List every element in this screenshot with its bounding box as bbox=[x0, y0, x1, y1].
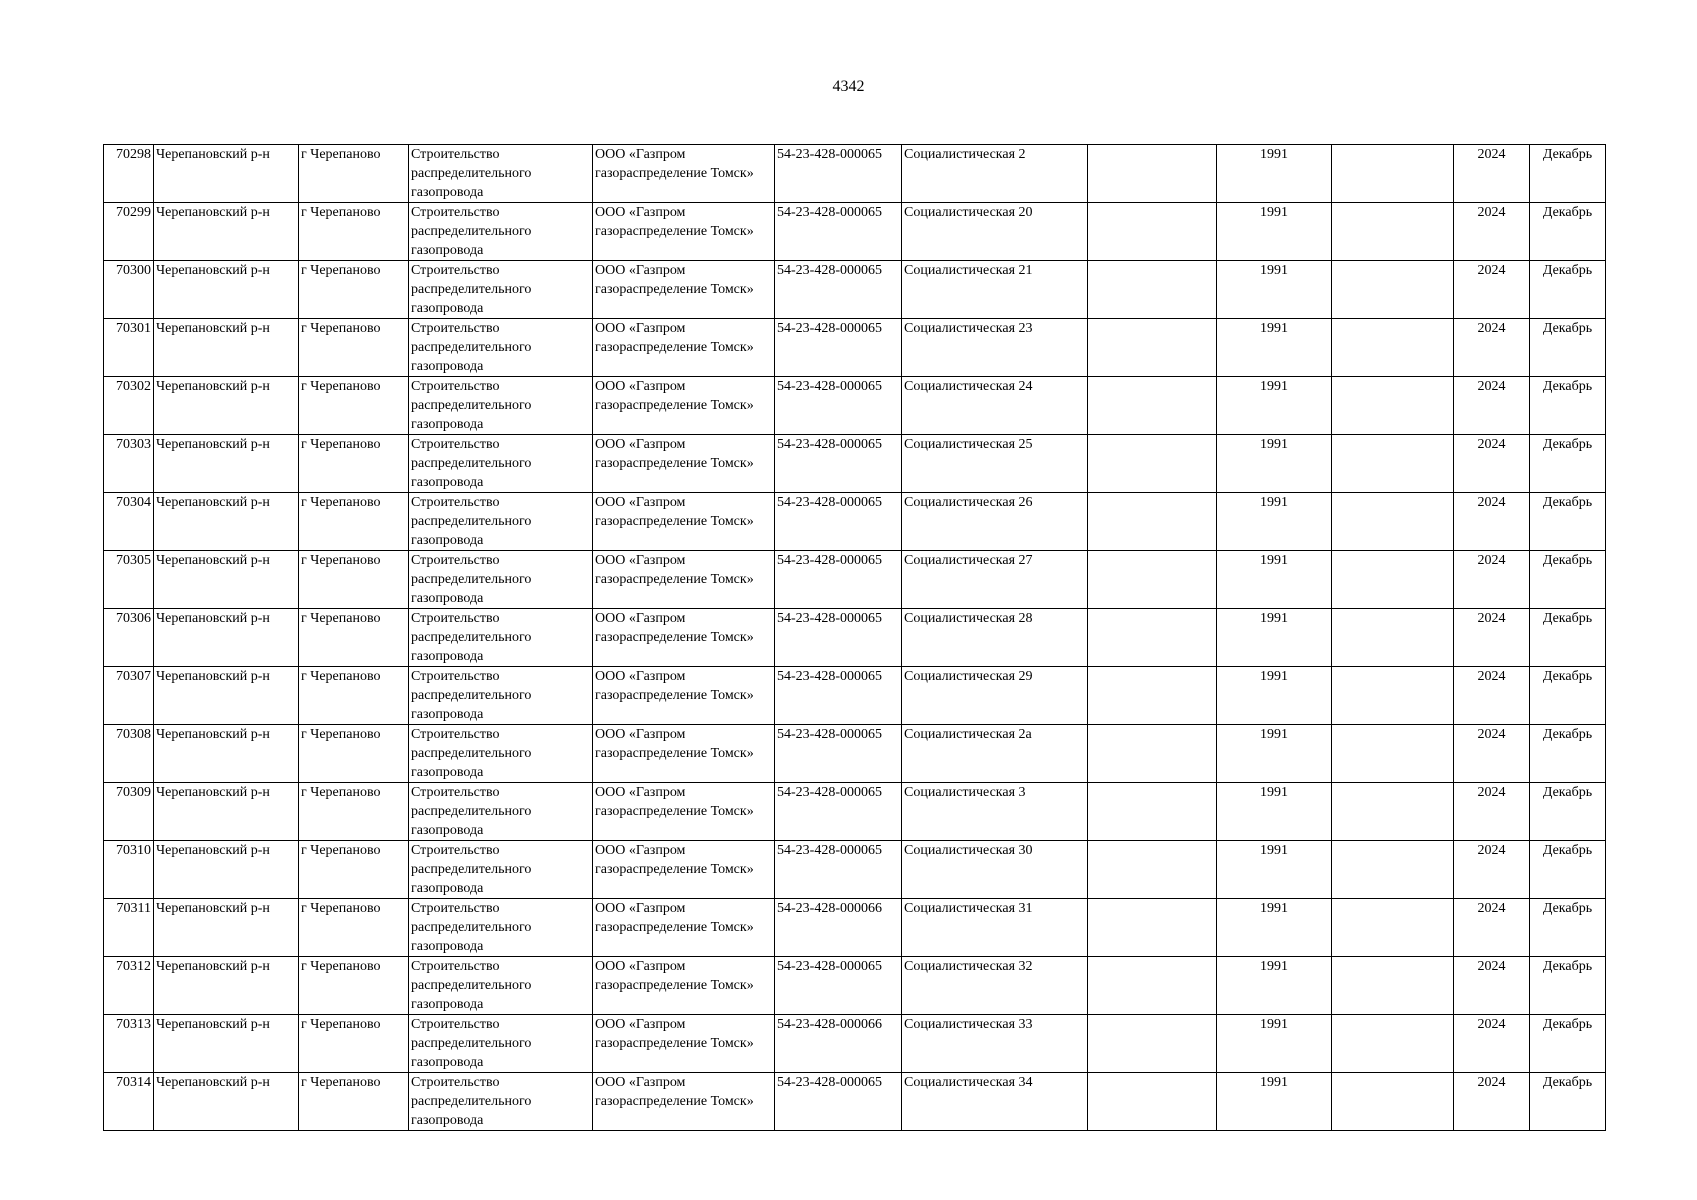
cell-month: Декабрь bbox=[1530, 1073, 1606, 1131]
cell-work-type: Строительство распределительного газопровода bbox=[409, 841, 593, 899]
cell-empty bbox=[1332, 1073, 1454, 1131]
cell-district: Черепановский р-н bbox=[154, 435, 299, 493]
cell-empty bbox=[1088, 841, 1217, 899]
cell-plan-year: 2024 bbox=[1454, 1015, 1530, 1073]
cell-year: 1991 bbox=[1217, 783, 1332, 841]
cell-city: г Черепаново bbox=[299, 261, 409, 319]
cell-empty bbox=[1332, 551, 1454, 609]
cell-address: Социалистическая 20 bbox=[902, 203, 1088, 261]
cell-address: Социалистическая 26 bbox=[902, 493, 1088, 551]
cell-year: 1991 bbox=[1217, 435, 1332, 493]
cell-month: Декабрь bbox=[1530, 493, 1606, 551]
cell-empty bbox=[1088, 493, 1217, 551]
cell-plan-year: 2024 bbox=[1454, 377, 1530, 435]
cell-year: 1991 bbox=[1217, 957, 1332, 1015]
cell-organization: ООО «Газпром газораспределение Томск» bbox=[593, 609, 775, 667]
cell-organization: ООО «Газпром газораспределение Томск» bbox=[593, 841, 775, 899]
cell-month: Декабрь bbox=[1530, 725, 1606, 783]
cell-plan-year: 2024 bbox=[1454, 1073, 1530, 1131]
cell-work-type: Строительство распределительного газопровода bbox=[409, 319, 593, 377]
cell-organization: ООО «Газпром газораспределение Томск» bbox=[593, 783, 775, 841]
cell-id: 70309 bbox=[104, 783, 154, 841]
cell-id: 70314 bbox=[104, 1073, 154, 1131]
cell-city: г Черепаново bbox=[299, 319, 409, 377]
cell-city: г Черепаново bbox=[299, 493, 409, 551]
table-row bbox=[104, 899, 1606, 957]
cell-district: Черепановский р-н bbox=[154, 899, 299, 957]
cell-empty bbox=[1088, 725, 1217, 783]
cell-empty bbox=[1088, 1073, 1217, 1131]
cell-address: Социалистическая 33 bbox=[902, 1015, 1088, 1073]
cell-month: Декабрь bbox=[1530, 377, 1606, 435]
cell-empty bbox=[1088, 609, 1217, 667]
cell-city: г Черепаново bbox=[299, 145, 409, 203]
table-row bbox=[104, 493, 1606, 551]
cell-id: 70310 bbox=[104, 841, 154, 899]
cell-object-code: 54-23-428-000065 bbox=[775, 435, 902, 493]
cell-empty bbox=[1088, 435, 1217, 493]
cell-year: 1991 bbox=[1217, 551, 1332, 609]
cell-address: Социалистическая 29 bbox=[902, 667, 1088, 725]
cell-year: 1991 bbox=[1217, 493, 1332, 551]
cell-month: Декабрь bbox=[1530, 841, 1606, 899]
cell-organization: ООО «Газпром газораспределение Томск» bbox=[593, 725, 775, 783]
cell-id: 70307 bbox=[104, 667, 154, 725]
cell-empty bbox=[1332, 783, 1454, 841]
cell-work-type: Строительство распределительного газопровода bbox=[409, 667, 593, 725]
table-row bbox=[104, 667, 1606, 725]
cell-id: 70303 bbox=[104, 435, 154, 493]
cell-empty bbox=[1332, 841, 1454, 899]
cell-district: Черепановский р-н bbox=[154, 609, 299, 667]
table-row bbox=[104, 725, 1606, 783]
cell-work-type: Строительство распределительного газопровода bbox=[409, 609, 593, 667]
cell-empty bbox=[1332, 725, 1454, 783]
cell-empty bbox=[1088, 783, 1217, 841]
cell-id: 70304 bbox=[104, 493, 154, 551]
cell-plan-year: 2024 bbox=[1454, 841, 1530, 899]
cell-organization: ООО «Газпром газораспределение Томск» bbox=[593, 1015, 775, 1073]
cell-month: Декабрь bbox=[1530, 899, 1606, 957]
table-row bbox=[104, 957, 1606, 1015]
registry-table bbox=[103, 144, 1606, 1131]
cell-plan-year: 2024 bbox=[1454, 493, 1530, 551]
cell-object-code: 54-23-428-000065 bbox=[775, 203, 902, 261]
cell-address: Социалистическая 32 bbox=[902, 957, 1088, 1015]
cell-id: 70302 bbox=[104, 377, 154, 435]
cell-id: 70312 bbox=[104, 957, 154, 1015]
table-row bbox=[104, 203, 1606, 261]
cell-year: 1991 bbox=[1217, 377, 1332, 435]
cell-plan-year: 2024 bbox=[1454, 899, 1530, 957]
table-body bbox=[104, 145, 1606, 1131]
cell-empty bbox=[1088, 319, 1217, 377]
cell-empty bbox=[1332, 957, 1454, 1015]
cell-work-type: Строительство распределительного газопровода bbox=[409, 957, 593, 1015]
cell-district: Черепановский р-н bbox=[154, 377, 299, 435]
cell-address: Социалистическая 24 bbox=[902, 377, 1088, 435]
cell-plan-year: 2024 bbox=[1454, 783, 1530, 841]
cell-organization: ООО «Газпром газораспределение Томск» bbox=[593, 551, 775, 609]
cell-month: Декабрь bbox=[1530, 319, 1606, 377]
cell-plan-year: 2024 bbox=[1454, 725, 1530, 783]
cell-id: 70299 bbox=[104, 203, 154, 261]
cell-id: 70306 bbox=[104, 609, 154, 667]
cell-empty bbox=[1088, 1015, 1217, 1073]
cell-city: г Черепаново bbox=[299, 667, 409, 725]
cell-empty bbox=[1332, 145, 1454, 203]
cell-object-code: 54-23-428-000065 bbox=[775, 551, 902, 609]
cell-organization: ООО «Газпром газораспределение Томск» bbox=[593, 957, 775, 1015]
cell-empty bbox=[1332, 667, 1454, 725]
cell-object-code: 54-23-428-000065 bbox=[775, 377, 902, 435]
cell-id: 70313 bbox=[104, 1015, 154, 1073]
cell-month: Декабрь bbox=[1530, 957, 1606, 1015]
cell-plan-year: 2024 bbox=[1454, 551, 1530, 609]
cell-city: г Черепаново bbox=[299, 957, 409, 1015]
cell-city: г Черепаново bbox=[299, 551, 409, 609]
cell-object-code: 54-23-428-000065 bbox=[775, 957, 902, 1015]
cell-work-type: Строительство распределительного газопровода bbox=[409, 899, 593, 957]
cell-organization: ООО «Газпром газораспределение Томск» bbox=[593, 493, 775, 551]
cell-empty bbox=[1088, 957, 1217, 1015]
cell-organization: ООО «Газпром газораспределение Томск» bbox=[593, 261, 775, 319]
table-row bbox=[104, 377, 1606, 435]
cell-id: 70311 bbox=[104, 899, 154, 957]
cell-district: Черепановский р-н bbox=[154, 145, 299, 203]
cell-city: г Черепаново bbox=[299, 899, 409, 957]
cell-organization: ООО «Газпром газораспределение Томск» bbox=[593, 1073, 775, 1131]
cell-work-type: Строительство распределительного газопровода bbox=[409, 377, 593, 435]
cell-organization: ООО «Газпром газораспределение Томск» bbox=[593, 667, 775, 725]
cell-empty bbox=[1088, 377, 1217, 435]
cell-plan-year: 2024 bbox=[1454, 609, 1530, 667]
cell-address: Социалистическая 3 bbox=[902, 783, 1088, 841]
cell-year: 1991 bbox=[1217, 1073, 1332, 1131]
cell-organization: ООО «Газпром газораспределение Томск» bbox=[593, 377, 775, 435]
cell-city: г Черепаново bbox=[299, 435, 409, 493]
cell-empty bbox=[1088, 551, 1217, 609]
page-number: 4342 bbox=[832, 78, 865, 95]
cell-empty bbox=[1332, 1015, 1454, 1073]
cell-address: Социалистическая 34 bbox=[902, 1073, 1088, 1131]
cell-district: Черепановский р-н bbox=[154, 319, 299, 377]
cell-address: Социалистическая 27 bbox=[902, 551, 1088, 609]
cell-work-type: Строительство распределительного газопровода bbox=[409, 493, 593, 551]
cell-district: Черепановский р-н bbox=[154, 725, 299, 783]
cell-address: Социалистическая 31 bbox=[902, 899, 1088, 957]
cell-city: г Черепаново bbox=[299, 841, 409, 899]
cell-object-code: 54-23-428-000065 bbox=[775, 667, 902, 725]
cell-empty bbox=[1332, 203, 1454, 261]
cell-address: Социалистическая 30 bbox=[902, 841, 1088, 899]
cell-month: Декабрь bbox=[1530, 145, 1606, 203]
cell-work-type: Строительство распределительного газопровода bbox=[409, 261, 593, 319]
cell-empty bbox=[1088, 667, 1217, 725]
cell-object-code: 54-23-428-000065 bbox=[775, 145, 902, 203]
cell-year: 1991 bbox=[1217, 667, 1332, 725]
cell-month: Декабрь bbox=[1530, 203, 1606, 261]
cell-object-code: 54-23-428-000065 bbox=[775, 841, 902, 899]
table-row bbox=[104, 435, 1606, 493]
table-row bbox=[104, 551, 1606, 609]
cell-work-type: Строительство распределительного газопровода bbox=[409, 145, 593, 203]
cell-plan-year: 2024 bbox=[1454, 203, 1530, 261]
cell-plan-year: 2024 bbox=[1454, 667, 1530, 725]
table-row bbox=[104, 145, 1606, 203]
cell-month: Декабрь bbox=[1530, 551, 1606, 609]
cell-object-code: 54-23-428-000065 bbox=[775, 319, 902, 377]
cell-object-code: 54-23-428-000065 bbox=[775, 261, 902, 319]
cell-year: 1991 bbox=[1217, 609, 1332, 667]
cell-work-type: Строительство распределительного газопровода bbox=[409, 1073, 593, 1131]
cell-object-code: 54-23-428-000065 bbox=[775, 725, 902, 783]
cell-city: г Черепаново bbox=[299, 609, 409, 667]
table-row bbox=[104, 609, 1606, 667]
table-row bbox=[104, 783, 1606, 841]
cell-object-code: 54-23-428-000065 bbox=[775, 1073, 902, 1131]
cell-id: 70308 bbox=[104, 725, 154, 783]
cell-empty bbox=[1088, 203, 1217, 261]
cell-district: Черепановский р-н bbox=[154, 667, 299, 725]
cell-district: Черепановский р-н bbox=[154, 493, 299, 551]
cell-city: г Черепаново bbox=[299, 203, 409, 261]
cell-empty bbox=[1332, 609, 1454, 667]
cell-year: 1991 bbox=[1217, 899, 1332, 957]
cell-district: Черепановский р-н bbox=[154, 957, 299, 1015]
cell-year: 1991 bbox=[1217, 203, 1332, 261]
cell-plan-year: 2024 bbox=[1454, 435, 1530, 493]
cell-object-code: 54-23-428-000065 bbox=[775, 609, 902, 667]
cell-year: 1991 bbox=[1217, 319, 1332, 377]
cell-object-code: 54-23-428-000065 bbox=[775, 783, 902, 841]
cell-district: Черепановский р-н bbox=[154, 261, 299, 319]
cell-plan-year: 2024 bbox=[1454, 145, 1530, 203]
cell-district: Черепановский р-н bbox=[154, 783, 299, 841]
cell-empty bbox=[1332, 435, 1454, 493]
cell-address: Социалистическая 21 bbox=[902, 261, 1088, 319]
cell-city: г Черепаново bbox=[299, 377, 409, 435]
cell-id: 70301 bbox=[104, 319, 154, 377]
cell-empty bbox=[1332, 899, 1454, 957]
cell-object-code: 54-23-428-000065 bbox=[775, 493, 902, 551]
cell-plan-year: 2024 bbox=[1454, 957, 1530, 1015]
cell-organization: ООО «Газпром газораспределение Томск» bbox=[593, 899, 775, 957]
cell-address: Социалистическая 25 bbox=[902, 435, 1088, 493]
cell-city: г Черепаново bbox=[299, 725, 409, 783]
cell-city: г Черепаново bbox=[299, 783, 409, 841]
cell-object-code: 54-23-428-000066 bbox=[775, 899, 902, 957]
table-row bbox=[104, 1015, 1606, 1073]
cell-id: 70298 bbox=[104, 145, 154, 203]
table-row bbox=[104, 1073, 1606, 1131]
cell-address: Социалистическая 2 bbox=[902, 145, 1088, 203]
cell-organization: ООО «Газпром газораспределение Томск» bbox=[593, 319, 775, 377]
cell-city: г Черепаново bbox=[299, 1073, 409, 1131]
cell-year: 1991 bbox=[1217, 1015, 1332, 1073]
table-row bbox=[104, 319, 1606, 377]
cell-district: Черепановский р-н bbox=[154, 1073, 299, 1131]
cell-empty bbox=[1088, 145, 1217, 203]
cell-month: Декабрь bbox=[1530, 435, 1606, 493]
cell-month: Декабрь bbox=[1530, 667, 1606, 725]
table-row bbox=[104, 261, 1606, 319]
cell-month: Декабрь bbox=[1530, 1015, 1606, 1073]
cell-year: 1991 bbox=[1217, 145, 1332, 203]
cell-plan-year: 2024 bbox=[1454, 319, 1530, 377]
cell-work-type: Строительство распределительного газопровода bbox=[409, 725, 593, 783]
cell-address: Социалистическая 28 bbox=[902, 609, 1088, 667]
cell-district: Черепановский р-н bbox=[154, 551, 299, 609]
cell-work-type: Строительство распределительного газопровода bbox=[409, 783, 593, 841]
cell-empty bbox=[1332, 377, 1454, 435]
cell-address: Социалистическая 2а bbox=[902, 725, 1088, 783]
cell-empty bbox=[1332, 261, 1454, 319]
cell-object-code: 54-23-428-000066 bbox=[775, 1015, 902, 1073]
cell-district: Черепановский р-н bbox=[154, 1015, 299, 1073]
cell-empty bbox=[1332, 319, 1454, 377]
cell-organization: ООО «Газпром газораспределение Томск» bbox=[593, 203, 775, 261]
cell-plan-year: 2024 bbox=[1454, 261, 1530, 319]
cell-address: Социалистическая 23 bbox=[902, 319, 1088, 377]
cell-month: Декабрь bbox=[1530, 783, 1606, 841]
cell-empty bbox=[1332, 493, 1454, 551]
cell-work-type: Строительство распределительного газопровода bbox=[409, 435, 593, 493]
cell-district: Черепановский р-н bbox=[154, 203, 299, 261]
cell-id: 70300 bbox=[104, 261, 154, 319]
cell-work-type: Строительство распределительного газопровода bbox=[409, 551, 593, 609]
cell-district: Черепановский р-н bbox=[154, 841, 299, 899]
cell-empty bbox=[1088, 261, 1217, 319]
cell-city: г Черепаново bbox=[299, 1015, 409, 1073]
cell-month: Декабрь bbox=[1530, 261, 1606, 319]
cell-year: 1991 bbox=[1217, 725, 1332, 783]
table-row bbox=[104, 841, 1606, 899]
cell-work-type: Строительство распределительного газопровода bbox=[409, 203, 593, 261]
cell-year: 1991 bbox=[1217, 261, 1332, 319]
cell-month: Декабрь bbox=[1530, 609, 1606, 667]
cell-work-type: Строительство распределительного газопровода bbox=[409, 1015, 593, 1073]
cell-year: 1991 bbox=[1217, 841, 1332, 899]
cell-organization: ООО «Газпром газораспределение Томск» bbox=[593, 145, 775, 203]
cell-id: 70305 bbox=[104, 551, 154, 609]
cell-organization: ООО «Газпром газораспределение Томск» bbox=[593, 435, 775, 493]
cell-empty bbox=[1088, 899, 1217, 957]
